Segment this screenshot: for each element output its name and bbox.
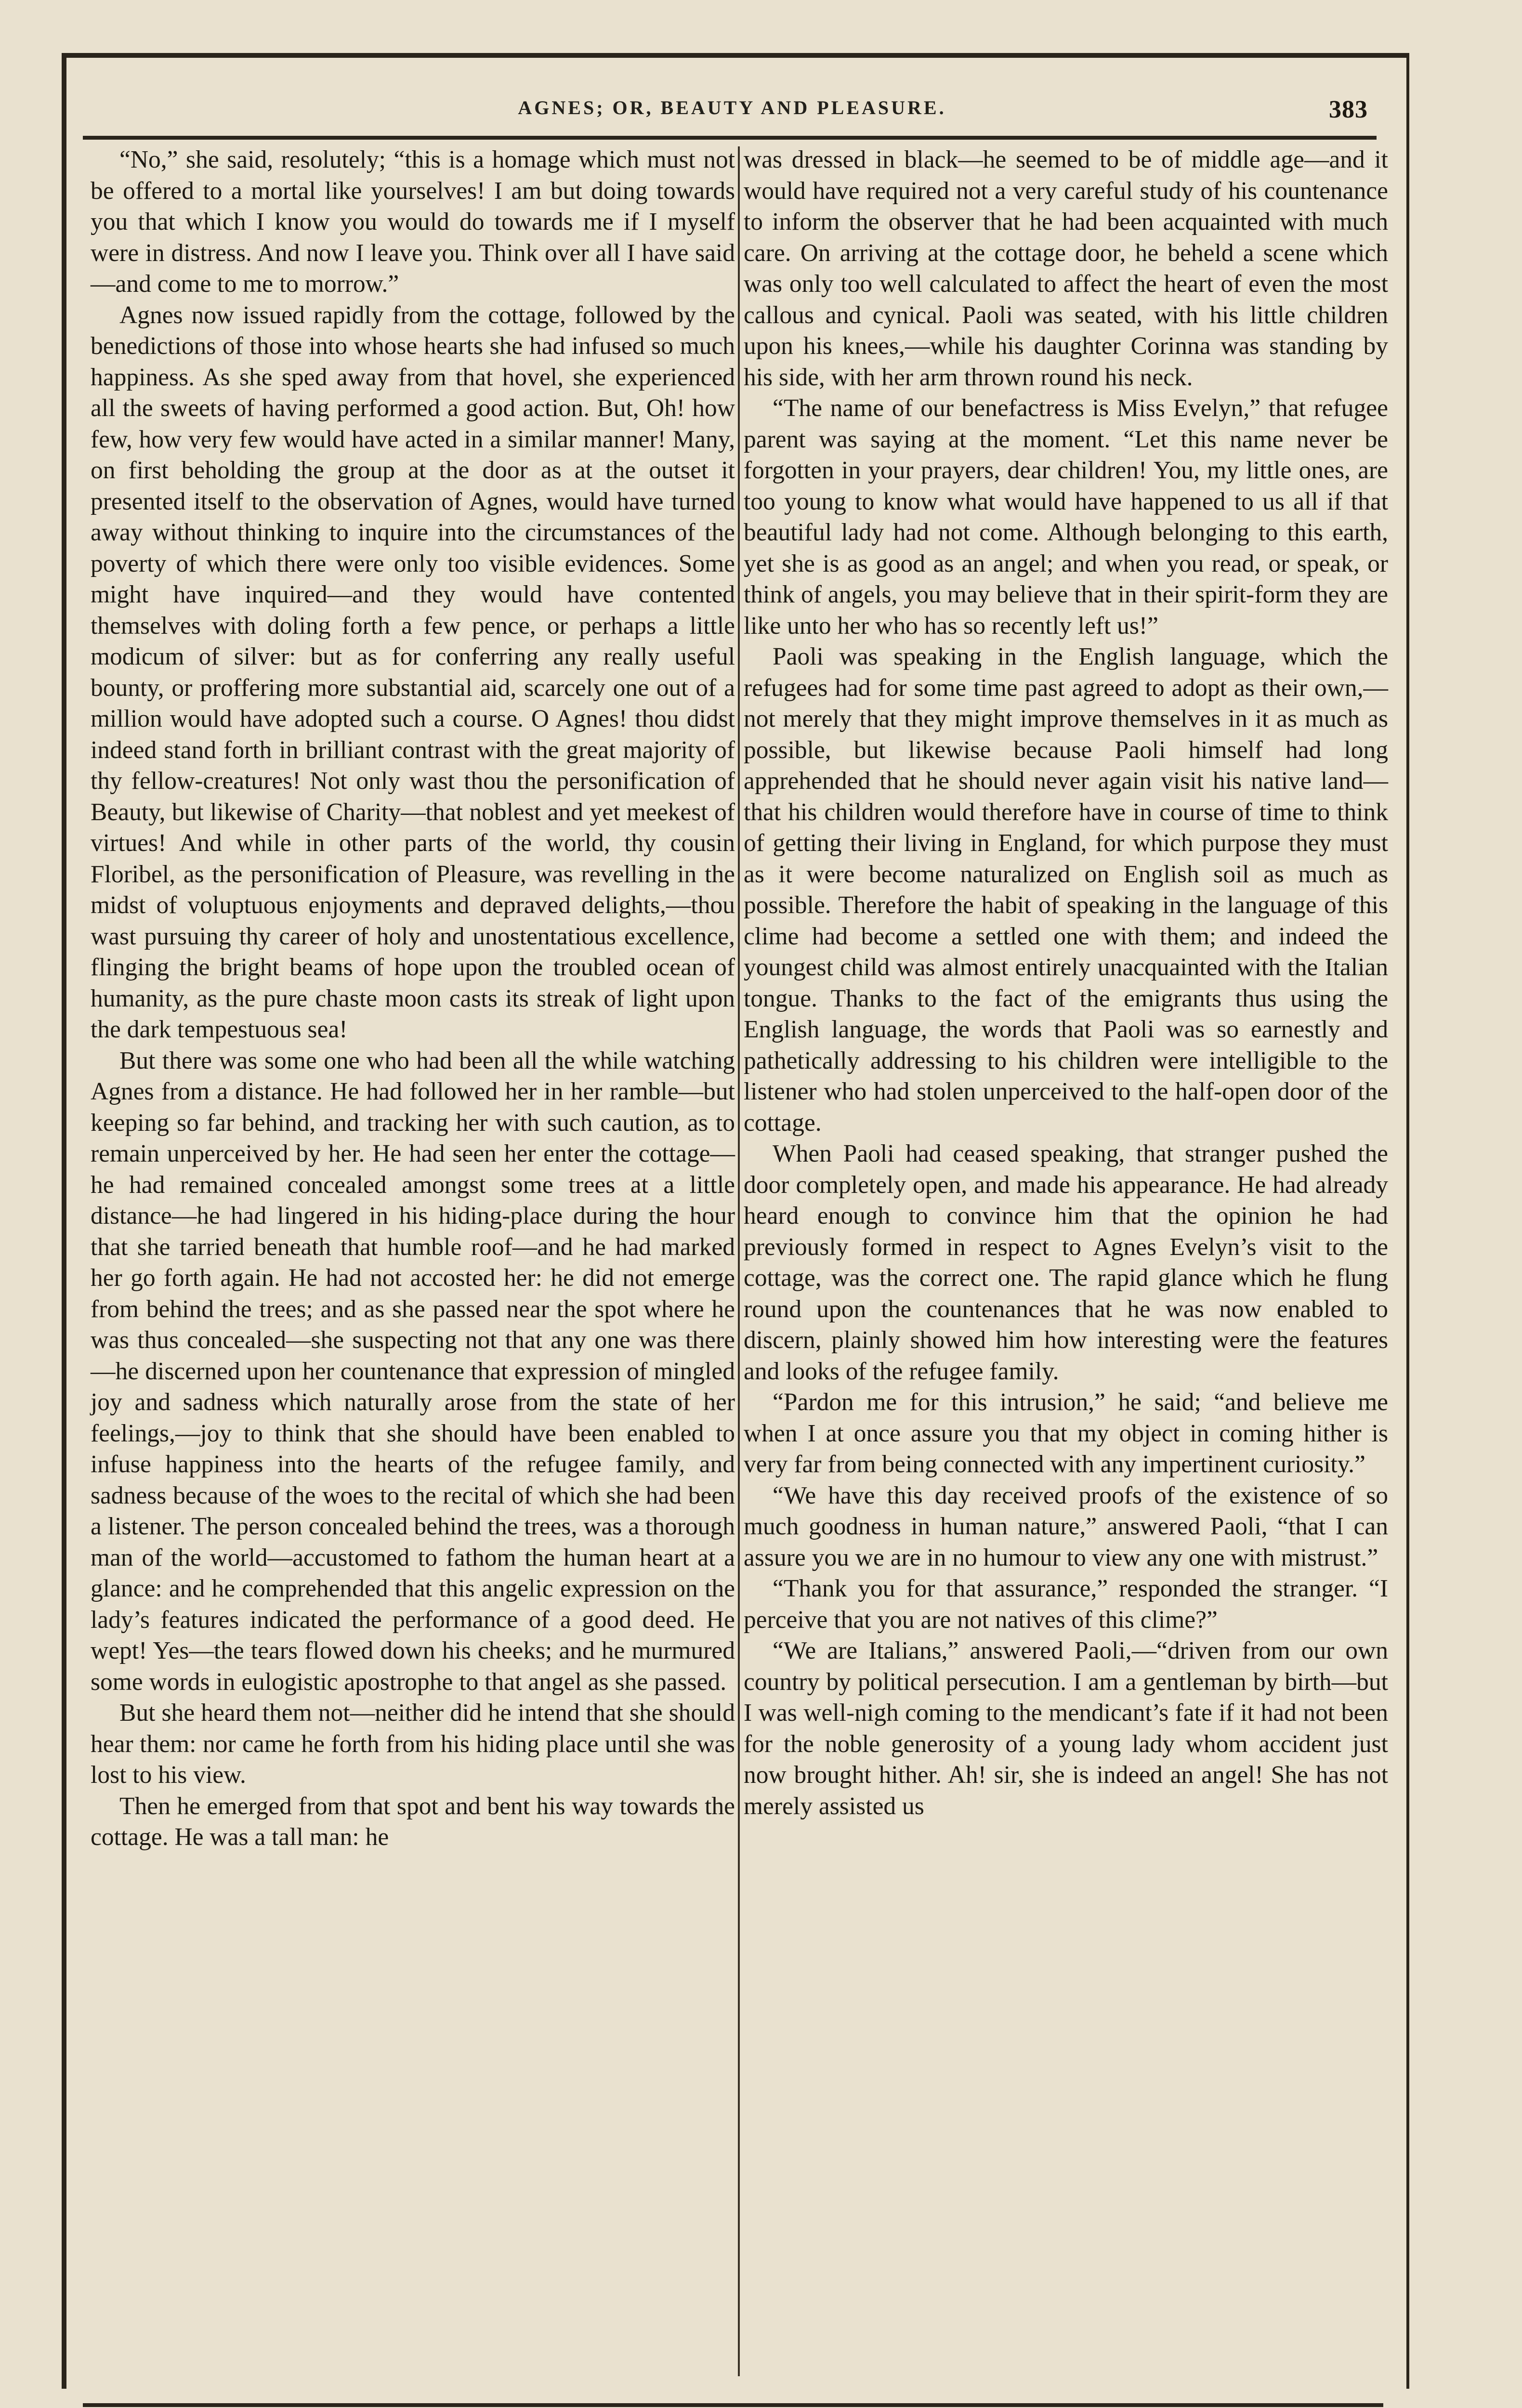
column-divider [738, 146, 740, 2376]
footer-rule [83, 2403, 1383, 2407]
paragraph: When Paoli had ceased speaking, that stranger pushed the door completely open, and made his appearance. He had already heard enough to convince him that the opinion he had previously formed in respect to Agnes Evelyn’s visit to the cottage, was the correct one. The rapid glance which he flung round upon the countenances that he was now enabled to discern, plainly showed him how interesting were the features and looks of the refugee family. [744, 1140, 1388, 1385]
header-rule [83, 136, 1377, 140]
paragraph: “No,” she said, resolutely; “this is a homage which must not be offered to a mortal like yourselves! I am but doing towards you that which I know you would do towards me if I myself were in distress. And now I leave you. Think over all I have said—and come to me to morrow.” [91, 146, 735, 298]
right-column [744, 144, 1388, 1822]
paragraph: Paoli was speaking in the English language, which the refugees had for some time past agreed to adopt as their own,—not merely that they might improve themselves in it as much as possible, but likewise because Paoli himself had long apprehended that he should never again visit his native land—that his children would therefore have in course of time to think of getting their living in England, for which purpose they must as it were become naturalized on English soil as much as possible. Therefore the habit of speaking in the language of this clime had become a settled one with them; and indeed the youngest child was almost entirely unacquainted with the Italian tongue. Thanks to the fact of the emigrants thus using the English language, the words that Paoli was so earnestly and pathetically addressing to his children were intelligible to the listener who had stolen unperceived to the half-open door of the cottage. [744, 643, 1388, 1137]
paragraph: was dressed in black—he seemed to be of middle age—and it would have required not a very careful study of his countenance to inform the observer that he had been acquainted with much care. On arriving at the cottage door, he beheld a scene which was only too well calculated to affect the heart of even the most callous and cynical. Paoli was seated, with his little children upon his knees,—while his daughter Corinna was standing by his side, with her arm thrown round his neck. [744, 146, 1388, 391]
running-title: AGNES; OR, BEAUTY AND PLEASURE. [518, 97, 946, 118]
paragraph: But she heard them not—neither did he intend that she should hear them: nor came he forth from his hiding place until she was lost to his view. [91, 1699, 735, 1789]
paragraph: “Pardon me for this intrusion,” he said; “and believe me when I at once assure you that my object in coming hither is very far from being connected with any impertinent curiosity.” [744, 1388, 1388, 1478]
paragraph: “The name of our benefactress is Miss Evelyn,” that refugee parent was saying at the moment. “Let this name never be forgotten in your prayers, dear children! You, my little ones, are too young to know what would have happened to us all if that beautiful lady had not come. Although belonging to this earth, yet she is as good as an angel; and when you read, or speak, or think of angels, you may believe that in their spirit-form they are like unto her who has so recently left us!” [744, 394, 1388, 640]
paragraph: “We are Italians,” answered Paoli,—“driven from our own country by political persecution. I am a gentleman by birth—but I was well-nigh coming to the mendicant’s fate if it had not been for the noble generosity of a young lady whom accident just now brought hither. Ah! sir, she is indeed an angel! She has not merely assisted us [744, 1637, 1388, 1820]
page-number: 383 [1329, 96, 1368, 123]
paragraph: “Thank you for that assurance,” responded the stranger. “I perceive that you are not natives of this clime?” [744, 1575, 1388, 1634]
paragraph: But there was some one who had been all the while watching Agnes from a distance. He had followed her in her ramble—but keeping so far behind, and tracking her with such caution, as to remain unperceived by her. He had seen her enter the cottage—he had remained concealed amongst some trees at a little distance—he had lingered in his hiding-place during the hour that she tarried beneath that humble roof—and he had marked her go forth again. He had not accosted her: he did not emerge from behind the trees; and as she passed near the spot where he was thus concealed—she suspecting not that any one was there—he discerned upon her countenance that expression of mingled joy and sadness which naturally arose from the state of her feelings,—joy to think that she should have been enabled to infuse happiness into the hearts of the refugee family, and sadness because of the woes to the recital of which she had been a listener. The person concealed behind the trees, was a thorough man of the world—accustomed to fathom the human heart at a glance: and he comprehended that this angelic expression on the lady’s features indicated the performance of a good deed. He wept! Yes—the tears flowed down his cheeks; and he murmured some words in eulogistic apostrophe to that angel as she passed. [91, 1047, 735, 1696]
left-column [91, 144, 735, 1853]
paragraph: Then he emerged from that spot and bent his way towards the cottage. He was a tall man: he [91, 1792, 735, 1851]
paragraph: Agnes now issued rapidly from the cottage, followed by the benedictions of those into whose hearts she had infused so much happiness. As she sped away from that hovel, she experienced all the sweets of having performed a good action. But, Oh! how few, how very few would have acted in a similar manner! Many, on first beholding the group at the door as at the outset it presented itself to the observation of Agnes, would have turned away without thinking to inquire into the circumstances of the poverty of which there were only too visible evidences. Some might have inquired—and they would have contented themselves with doling forth a few pence, or perhaps a little modicum of silver: but as for conferring any really useful bounty, or proffering more substantial aid, scarcely one out of a million would have adopted such a course. O Agnes! thou didst indeed stand forth in brilliant contrast with the great majority of thy fellow-creatures! Not only wast thou the personification of Beauty, but likewise of Charity—that noblest and yet meekest of virtues! And while in other parts of the world, thy cousin Floribel, as the personification of Pleasure, was revelling in the midst of voluptuous enjoyments and depraved delights,—thou wast pursuing thy career of holy and unostentatious excellence, flinging the bright beams of hope upon the troubled ocean of humanity, as the pure chaste moon casts its streak of light upon the dark tempestuous sea! [91, 301, 735, 1043]
paragraph: “We have this day received proofs of the existence of so much goodness in human nature,” answered Paoli, “that I can assure you we are in no humour to view any one with mistrust.” [744, 1481, 1388, 1571]
